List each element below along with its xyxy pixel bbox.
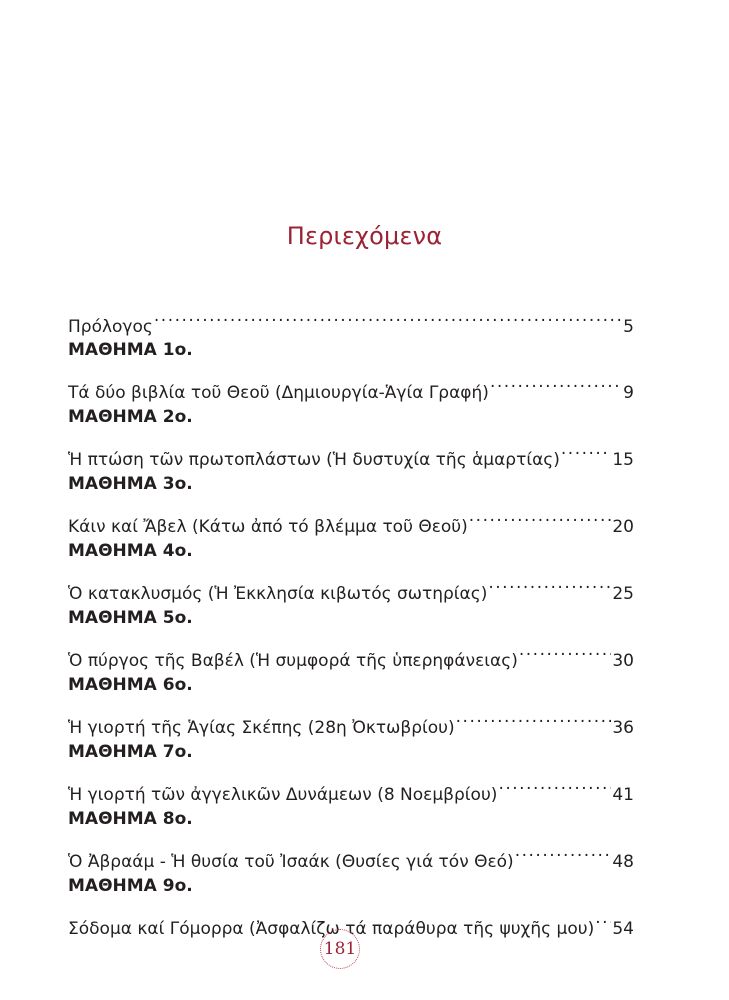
lesson-heading: ΜΑΘΗΜΑ 9ο. (68, 876, 193, 896)
lesson-8 (68, 803, 634, 872)
toc-entry-label: Πρόλογος (68, 317, 153, 337)
toc-entry-label: Ἡ γιορτή τῆς Ἁγίας Σκέπης (28η Ὀκτωβρίου) (68, 718, 455, 738)
dot-leader (469, 500, 612, 532)
lesson-3 (68, 468, 634, 537)
dot-leader (519, 634, 611, 666)
dot-leader (456, 701, 612, 733)
lesson-heading: ΜΑΘΗΜΑ 7ο. (68, 742, 193, 762)
toc-page-number: 54 (612, 919, 634, 939)
toc-entry (68, 567, 634, 604)
lesson-heading: ΜΑΘΗΜΑ 4ο. (68, 541, 193, 561)
lesson-heading: ΜΑΘΗΜΑ 2ο. (68, 407, 193, 427)
dot-leader (561, 433, 611, 465)
lesson-heading: ΜΑΘΗΜΑ 6ο. (68, 675, 193, 695)
table-of-contents (68, 300, 634, 937)
lesson-heading: ΜΑΘΗΜΑ 8ο. (68, 809, 193, 829)
lesson-9 (68, 870, 634, 939)
toc-entry (68, 902, 634, 939)
toc-page-number: 36 (612, 718, 634, 738)
toc-page-number: 48 (612, 852, 634, 872)
toc-entry (68, 433, 634, 470)
lesson-1 (68, 334, 634, 403)
toc-entry-label: Ὁ πύργος τῆς Βαβέλ (Ἡ συμφορά τῆς ὑπερηφάνειας) (68, 651, 518, 671)
toc-entry (68, 366, 634, 403)
dot-leader (515, 835, 612, 867)
lesson-2 (68, 401, 634, 470)
dot-leader (488, 567, 611, 599)
toc-entry (68, 634, 634, 671)
dot-leader (595, 902, 611, 934)
toc-page-number: 41 (612, 785, 634, 805)
lesson-7 (68, 736, 634, 805)
lesson-5 (68, 602, 634, 671)
lesson-heading: ΜΑΘΗΜΑ 5ο. (68, 608, 193, 628)
dot-leader (490, 366, 622, 398)
toc-entry-label: Ὁ Ἀβραάμ - Ἡ θυσία τοῦ Ἰσαάκ (Θυσίες γιά τόν Θεό) (68, 852, 514, 872)
lesson-6 (68, 669, 634, 738)
toc-entry-prologue (68, 300, 634, 337)
toc-entry (68, 500, 634, 537)
toc-page-number: 9 (623, 383, 634, 403)
toc-entry-label: Κάιν καί Ἄβελ (Κάτω ἀπό τό βλέμμα τοῦ Θεοῦ) (68, 517, 468, 537)
toc-page-number: 15 (612, 450, 634, 470)
toc-entry-label: Σόδομα καί Γόμορρα (Ἀσφαλίζω τά παράθυρα τῆς ψυχῆς μου) (68, 919, 595, 939)
dot-leader (154, 300, 622, 332)
toc-page-number: 25 (612, 584, 634, 604)
toc-entry-label: Ὁ κατακλυσμός (Ἡ Ἐκκλησία κιβωτός σωτηρίας) (68, 584, 488, 604)
dot-leader (498, 768, 611, 800)
footer-page-number: 181 (320, 929, 360, 969)
lesson-4 (68, 535, 634, 604)
toc-entry (68, 768, 634, 805)
lesson-heading: ΜΑΘΗΜΑ 3ο. (68, 474, 193, 494)
toc-entry (68, 835, 634, 872)
toc-page-number: 30 (612, 651, 634, 671)
lesson-heading: ΜΑΘΗΜΑ 1ο. (68, 340, 193, 360)
toc-entry-label: Τά δύο βιβλία τοῦ Θεοῦ (Δημιουργία-Ἁγία Γραφή) (68, 383, 489, 403)
toc-entry-label: Ἡ πτώση τῶν πρωτοπλάστων (Ἡ δυστυχία τῆς ἁμαρτίας) (68, 450, 560, 470)
toc-page-number: 5 (623, 317, 634, 337)
page-title: Περιεχόμενα (286, 222, 443, 250)
toc-page-number: 20 (612, 517, 634, 537)
toc-entry-label: Ἡ γιορτή τῶν ἀγγελικῶν Δυνάμεων (8 Νοεμβρίου) (68, 785, 498, 805)
toc-entry (68, 701, 634, 738)
